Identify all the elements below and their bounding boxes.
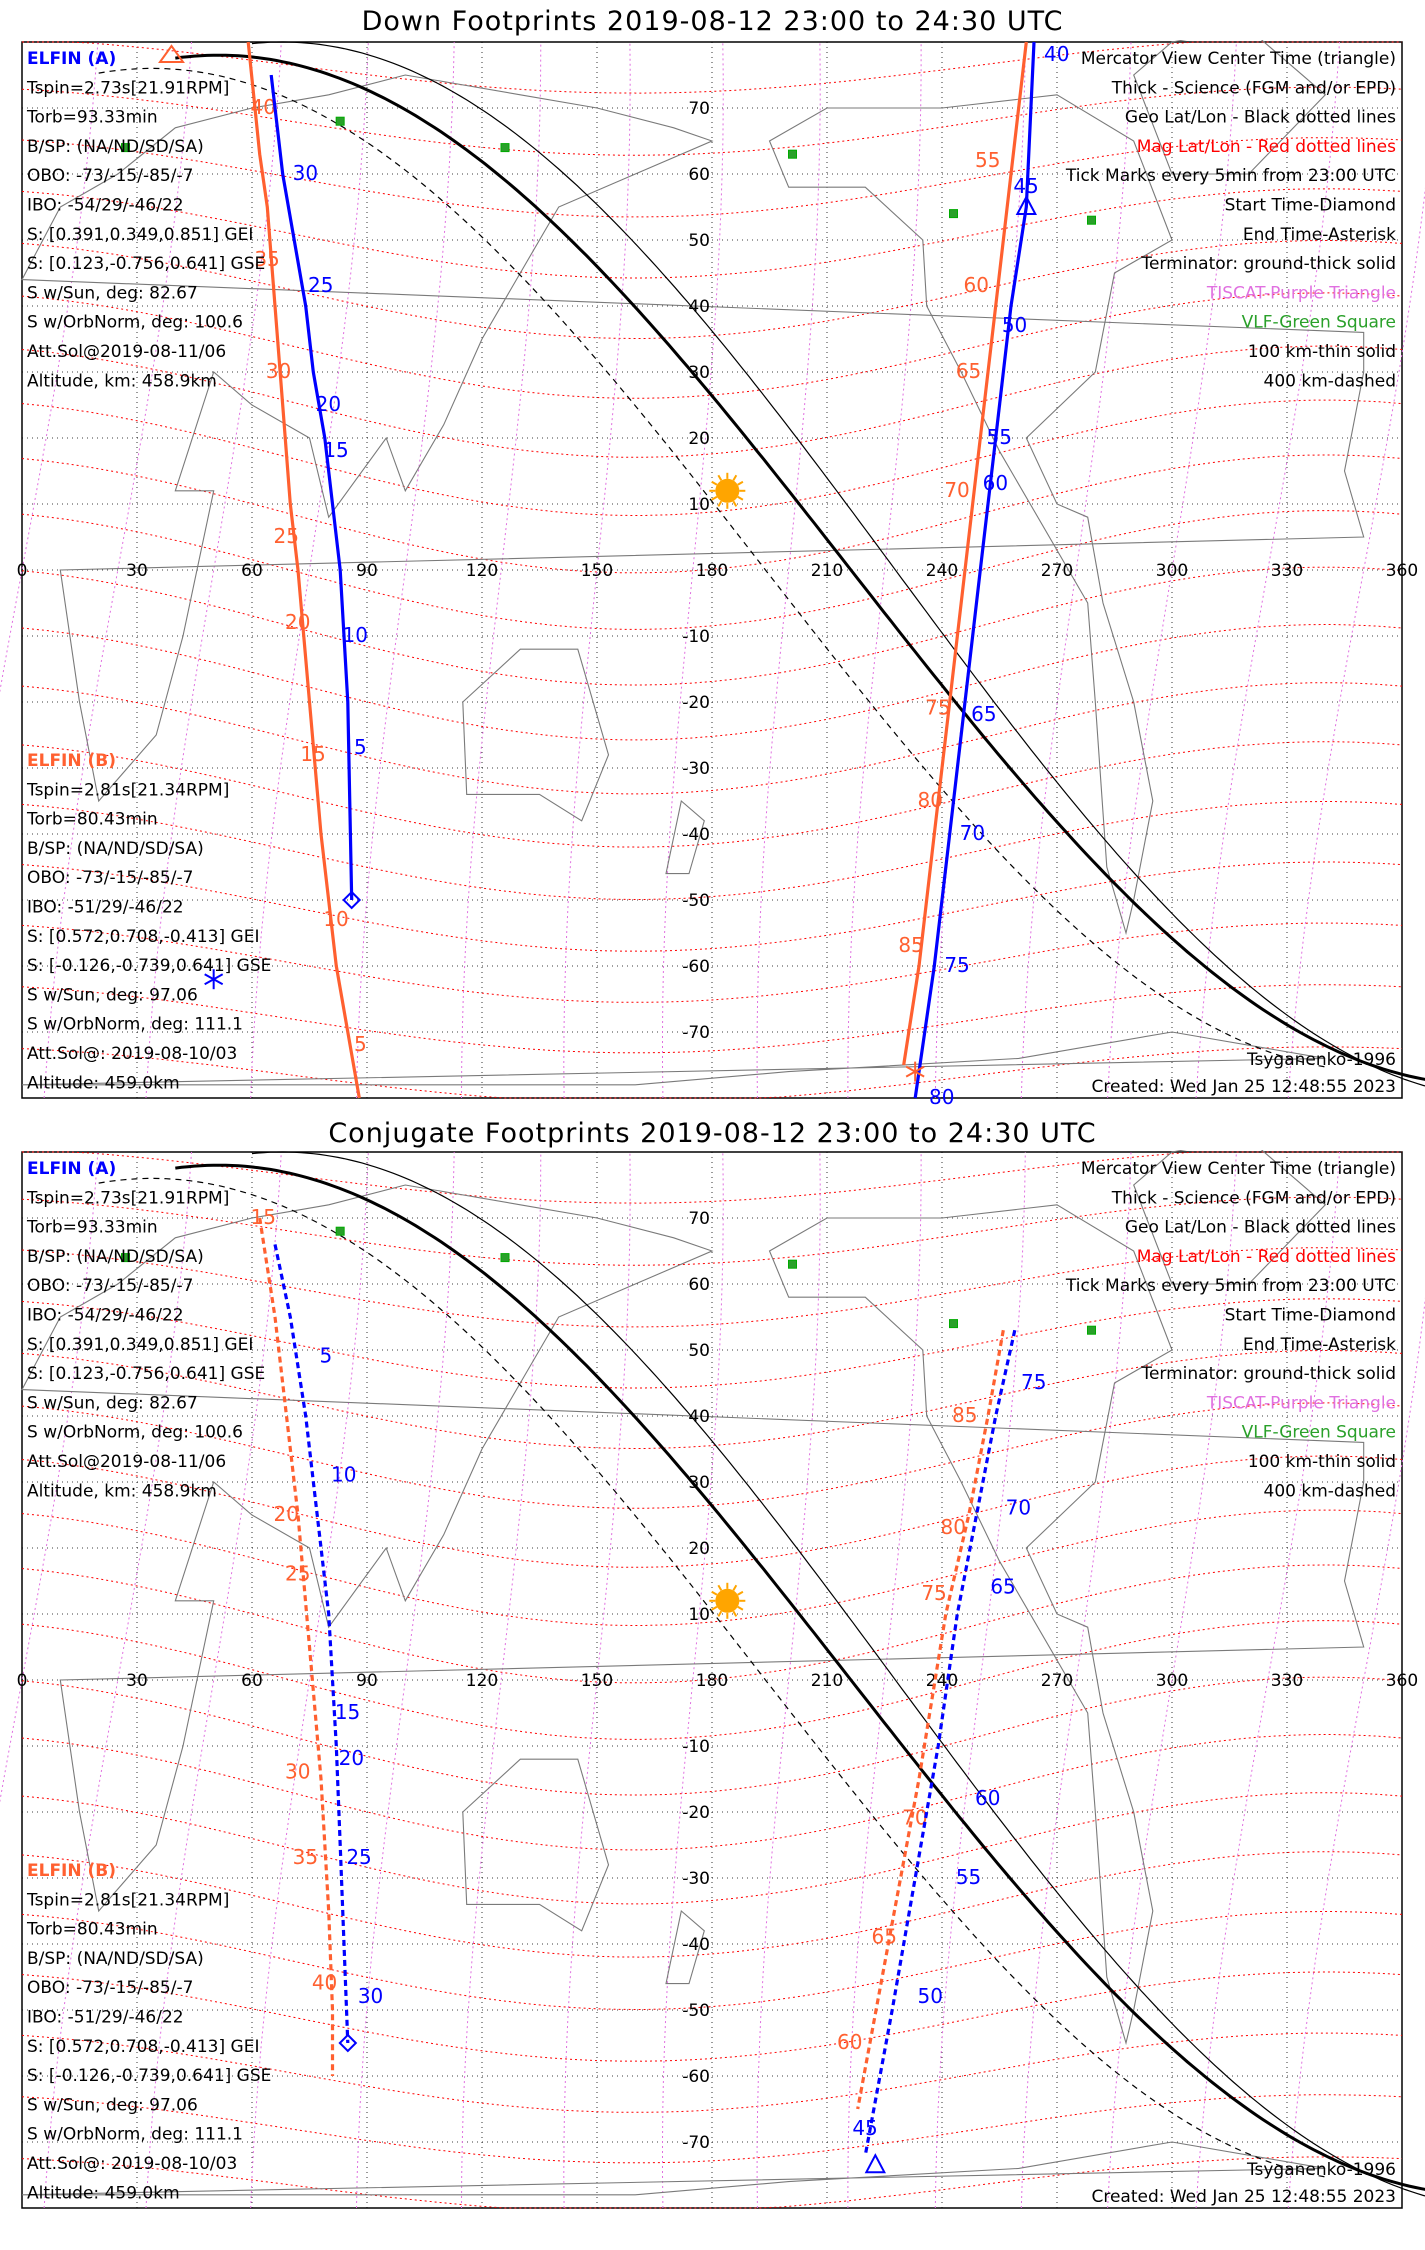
elfin-a-info-line: Altitude, km: 458.9km xyxy=(27,1481,217,1502)
legend-item: End Time-Asterisk xyxy=(1242,1334,1396,1355)
elfin-b-info-line: OBO: -73/-15/-85/-7 xyxy=(27,868,194,889)
legend-item: Tick Marks every 5min from 23:00 UTC xyxy=(1065,166,1396,187)
legend-item: Mercator View Center Time (triangle) xyxy=(1080,49,1396,69)
x-tick-label: 240 xyxy=(925,561,959,581)
elfin-a-track-time-label: 30 xyxy=(357,1983,384,2008)
legend-item: VLF-Green Square xyxy=(1241,1422,1396,1443)
y-tick-label: 30 xyxy=(688,1473,710,1493)
model-name: Tsyganenko-1996 xyxy=(1246,2160,1396,2180)
elfin-b-track-time-label: 85 xyxy=(898,933,924,958)
x-tick-label: 270 xyxy=(1040,561,1074,581)
y-tick-label: 30 xyxy=(688,363,710,383)
x-tick-label: 150 xyxy=(580,561,614,581)
elfin-b-name: ELFIN (B) xyxy=(27,751,117,771)
y-tick-label: 40 xyxy=(688,297,710,317)
elfin-a-info-line: S w/Sun, deg: 82.67 xyxy=(27,1393,198,1414)
conjugate-footprints-plot xyxy=(0,1150,1425,2250)
elfin-a-info-line: S w/OrbNorm, deg: 100.6 xyxy=(27,1422,244,1443)
y-tick-label: -40 xyxy=(682,825,710,845)
elfin-b-info-line: S w/Sun, deg: 97.06 xyxy=(27,985,198,1006)
elfin-b-track-time-label: 20 xyxy=(273,1502,299,1526)
sun-disc xyxy=(715,1589,739,1613)
legend-item: Mag Lat/Lon - Red dotted lines xyxy=(1136,1246,1396,1267)
y-tick-label: 70 xyxy=(688,99,710,119)
elfin-a-info-line: Att.Sol@2019-08-11/06 xyxy=(27,342,227,362)
elfin-b-info-line: Torb=80.43min xyxy=(27,1919,158,1940)
vlf-site-marker xyxy=(336,117,344,125)
sun-disc xyxy=(715,479,739,503)
y-tick-label: -50 xyxy=(682,2001,710,2021)
y-tick-label: 20 xyxy=(688,429,710,449)
elfin-b-info-line: Att.Sol@: 2019-08-10/03 xyxy=(27,2154,238,2174)
vlf-site-marker xyxy=(789,150,797,158)
elfin-a-track-time-label: 25 xyxy=(308,273,334,298)
down-footprints-plot xyxy=(0,40,1425,1140)
legend-item: Terminator: ground-thick solid xyxy=(1141,1364,1396,1385)
vlf-site-marker xyxy=(1088,1326,1096,1334)
elfin-a-info-line: S: [0.123,-0.756,0.641] GSE xyxy=(27,1364,266,1385)
elfin-a-track-time-label: 80 xyxy=(929,1085,955,1109)
elfin-b-track-time-label: 35 xyxy=(292,1845,319,1870)
elfin-b-track-time-label: 25 xyxy=(273,524,299,548)
elfin-b-track-time-label: 80 xyxy=(940,1515,966,1540)
elfin-b-info-line: S: [-0.126,-0.739,0.641] GSE xyxy=(27,956,272,977)
elfin-a-track-time-label: 15 xyxy=(334,1700,361,1724)
elfin-a-track-time-label: 45 xyxy=(1013,174,1039,199)
elfin-a-track-time-label: 70 xyxy=(959,821,986,845)
elfin-b-track-time-label: 40 xyxy=(250,95,276,119)
elfin-b-info-line: S w/Sun, deg: 97.06 xyxy=(27,2095,198,2116)
down-panel-title: Down Footprints 2019-08-12 23:00 to 24:30 UTC xyxy=(361,6,1064,37)
y-tick-label: 50 xyxy=(688,231,710,251)
y-tick-label: 70 xyxy=(688,1209,710,1229)
elfin-a-track-time-label: 20 xyxy=(338,1746,365,1771)
elfin-a-info-line: B/SP: (NA/ND/SD/SA) xyxy=(27,1246,204,1267)
elfin-b-name: ELFIN (B) xyxy=(27,1861,117,1881)
elfin-a-track-time-label: 65 xyxy=(990,1574,1016,1599)
x-tick-label: 90 xyxy=(356,561,378,581)
y-tick-label: -10 xyxy=(682,1737,710,1757)
legend-item: End Time-Asterisk xyxy=(1242,224,1396,245)
y-tick-label: -60 xyxy=(682,957,710,977)
elfin-b-track-time-label: 30 xyxy=(285,1759,311,1784)
legend-item: Thick - Science (FGM and/or EPD) xyxy=(1111,78,1396,99)
elfin-a-track-time-label: 75 xyxy=(944,953,970,977)
y-tick-label: 60 xyxy=(688,1275,710,1295)
elfin-a-track-time-label: 15 xyxy=(323,438,349,463)
elfin-b-info-line: S: [0.572,0.708,-0.413] GEI xyxy=(27,2036,260,2057)
x-tick-label: 180 xyxy=(695,561,729,581)
vlf-site-marker xyxy=(1088,216,1096,224)
elfin-a-track-time-label: 25 xyxy=(346,1845,372,1870)
elfin-b-track-time-label: 60 xyxy=(837,2030,863,2054)
legend-item: Geo Lat/Lon - Black dotted lines xyxy=(1124,1217,1396,1238)
elfin-b-info-line: S w/OrbNorm, deg: 111.1 xyxy=(27,1014,244,1035)
x-tick-label: 120 xyxy=(465,1671,499,1691)
vlf-site-marker xyxy=(501,1254,509,1262)
legend-item: Tick Marks every 5min from 23:00 UTC xyxy=(1065,1276,1396,1297)
elfin-b-info-line: IBO: -51/29/-46/22 xyxy=(27,897,184,918)
y-tick-label: 20 xyxy=(688,1539,710,1559)
elfin-a-track-time-label: 60 xyxy=(982,471,1009,496)
elfin-b-track-time-label: 35 xyxy=(254,246,280,271)
vlf-site-marker xyxy=(501,144,509,152)
x-tick-label: 120 xyxy=(465,561,499,581)
elfin-b-track-time-label: 55 xyxy=(975,147,1001,172)
elfin-a-track-time-label: 45 xyxy=(852,2115,878,2140)
x-tick-label: 270 xyxy=(1040,1671,1074,1691)
elfin-a-info-line: OBO: -73/-15/-85/-7 xyxy=(27,1276,194,1297)
elfin-a-track-time-label: 5 xyxy=(354,735,367,760)
y-tick-label: 50 xyxy=(688,1341,710,1361)
elfin-a-name: ELFIN (A) xyxy=(27,49,117,69)
elfin-a-track-time-label: 5 xyxy=(319,1343,333,1368)
elfin-b-info-line: B/SP: (NA/ND/SD/SA) xyxy=(27,838,204,859)
elfin-a-track-time-label: 40 xyxy=(1044,42,1070,67)
elfin-b-track-time-label: 75 xyxy=(921,1581,947,1606)
legend-item: Start Time-Diamond xyxy=(1224,195,1396,216)
elfin-b-info-line: Altitude: 459.0km xyxy=(27,1073,180,1094)
legend-item: Mercator View Center Time (triangle) xyxy=(1080,1159,1396,1179)
vlf-site-marker xyxy=(950,210,958,218)
elfin-b-track-time-label: 85 xyxy=(952,1403,978,1427)
y-tick-label: -60 xyxy=(682,2067,710,2087)
x-tick-label: 360 xyxy=(1385,561,1419,581)
elfin-b-track-time-label: 25 xyxy=(285,1561,311,1586)
elfin-a-info-line: Att.Sol@2019-08-11/06 xyxy=(27,1452,227,1472)
x-tick-label: 180 xyxy=(695,1671,729,1691)
elfin-b-info-line: S: [-0.126,-0.739,0.641] GSE xyxy=(27,2066,272,2087)
conjugate-panel-title: Conjugate Footprints 2019-08-12 23:00 to 24:30 UTC xyxy=(328,1118,1097,1149)
elfin-a-track-time-label: 70 xyxy=(1005,1495,1032,1520)
elfin-b-track-time-label: 75 xyxy=(925,695,951,720)
x-tick-label: 30 xyxy=(126,1671,148,1691)
elfin-b-info-line: Tspin=2.81s[21.34RPM] xyxy=(27,780,230,801)
x-tick-label: 360 xyxy=(1385,1671,1419,1691)
elfin-b-info-line: OBO: -73/-15/-85/-7 xyxy=(27,1978,194,1999)
x-tick-label: 60 xyxy=(241,561,263,581)
elfin-a-track-time-label: 50 xyxy=(1001,312,1028,337)
elfin-a-track-time-label: 55 xyxy=(986,425,1012,449)
y-tick-label: -30 xyxy=(682,1869,710,1889)
y-tick-label: -10 xyxy=(682,627,710,647)
elfin-a-info-line: B/SP: (NA/ND/SD/SA) xyxy=(27,136,204,157)
elfin-b-track-time-label: 15 xyxy=(300,741,326,766)
y-tick-label: 10 xyxy=(688,1605,710,1625)
legend-item: TISCAT-Purple Triangle xyxy=(1206,1393,1396,1414)
elfin-a-track-time-label: 50 xyxy=(917,1983,943,2008)
vlf-site-marker xyxy=(950,1320,958,1328)
x-tick-label: 330 xyxy=(1270,561,1304,581)
x-tick-label: 210 xyxy=(810,561,844,581)
created-timestamp: Created: Wed Jan 25 12:48:55 2023 xyxy=(1091,1077,1396,1097)
legend-item: VLF-Green Square xyxy=(1241,312,1396,333)
elfin-a-info-line: S w/OrbNorm, deg: 100.6 xyxy=(27,312,244,333)
elfin-a-track-time-label: 55 xyxy=(955,1865,982,1889)
elfin-b-track-time-label: 15 xyxy=(250,1205,276,1229)
y-tick-label: -20 xyxy=(682,1803,710,1823)
legend-item: 100 km-thin solid xyxy=(1247,342,1396,362)
elfin-a-info-line: S w/Sun, deg: 82.67 xyxy=(27,283,198,304)
elfin-a-info-line: S: [0.123,-0.756,0.641] GSE xyxy=(27,254,266,275)
x-tick-label: 300 xyxy=(1155,1671,1189,1691)
elfin-b-info-line: Altitude: 459.0km xyxy=(27,2183,180,2204)
elfin-a-info-line: S: [0.391,0.349,0.851] GEI xyxy=(27,1334,254,1355)
elfin-b-info-line: IBO: -51/29/-46/22 xyxy=(27,2007,184,2028)
elfin-a-track-time-label: 20 xyxy=(315,392,342,416)
y-tick-label: 40 xyxy=(688,1407,710,1427)
x-tick-label: 0 xyxy=(16,561,28,581)
x-tick-label: 90 xyxy=(356,1671,378,1691)
legend-item: Geo Lat/Lon - Black dotted lines xyxy=(1124,107,1396,128)
x-tick-label: 240 xyxy=(925,1671,959,1691)
x-tick-label: 210 xyxy=(810,1671,844,1691)
legend-item: Thick - Science (FGM and/or EPD) xyxy=(1111,1188,1396,1209)
elfin-b-info-line: Torb=80.43min xyxy=(27,809,158,830)
y-tick-label: -20 xyxy=(682,693,710,713)
elfin-b-track-time-label: 80 xyxy=(917,788,943,812)
y-tick-label: -50 xyxy=(682,891,710,911)
elfin-b-track-time-label: 30 xyxy=(265,359,292,383)
elfin-b-track-time-label: 65 xyxy=(871,1924,897,1949)
elfin-b-track-time-label: 20 xyxy=(285,609,311,634)
elfin-a-info-line: IBO: -54/29/-46/22 xyxy=(27,1305,184,1326)
legend-item: 100 km-thin solid xyxy=(1247,1452,1396,1472)
elfin-a-info-line: Torb=93.33min xyxy=(27,107,158,128)
elfin-a-info-line: IBO: -54/29/-46/22 xyxy=(27,195,184,216)
vlf-site-marker xyxy=(789,1260,797,1268)
elfin-a-info-line: S: [0.391,0.349,0.851] GEI xyxy=(27,224,254,245)
x-tick-label: 30 xyxy=(126,561,148,581)
legend-item: 400 km-dashed xyxy=(1263,371,1396,392)
elfin-a-track-time-label: 75 xyxy=(1021,1370,1047,1394)
elfin-b-track-time-label: 5 xyxy=(354,1032,367,1057)
elfin-a-info-line: Torb=93.33min xyxy=(27,1217,158,1238)
elfin-b-info-line: Tspin=2.81s[21.34RPM] xyxy=(27,1890,230,1911)
elfin-a-track-time-label: 10 xyxy=(342,623,368,647)
legend-item: TISCAT-Purple Triangle xyxy=(1206,283,1396,304)
model-name: Tsyganenko-1996 xyxy=(1246,1050,1396,1070)
elfin-a-track-time-label: 65 xyxy=(971,702,997,727)
y-tick-label: 60 xyxy=(688,165,710,185)
elfin-a-track-time-label: 30 xyxy=(292,161,319,185)
elfin-b-track-time-label: 70 xyxy=(902,1805,928,1830)
elfin-b-info-line: S w/OrbNorm, deg: 111.1 xyxy=(27,2124,244,2145)
elfin-b-track-time-label: 40 xyxy=(311,1970,338,1995)
elfin-a-info-line: Altitude, km: 458.9km xyxy=(27,371,217,392)
created-timestamp: Created: Wed Jan 25 12:48:55 2023 xyxy=(1091,2187,1396,2207)
y-tick-label: -70 xyxy=(682,1023,710,1043)
y-tick-label: -40 xyxy=(682,1935,710,1955)
elfin-a-info-line: Tspin=2.73s[21.91RPM] xyxy=(27,1188,230,1209)
elfin-a-track-time-label: 10 xyxy=(331,1462,357,1487)
legend-item: Mag Lat/Lon - Red dotted lines xyxy=(1136,136,1396,157)
vlf-site-marker xyxy=(336,1227,344,1235)
elfin-b-track-time-label: 60 xyxy=(963,273,989,298)
y-tick-label: 10 xyxy=(688,495,710,515)
elfin-b-track-time-label: 10 xyxy=(323,906,349,931)
elfin-b-info-line: B/SP: (NA/ND/SD/SA) xyxy=(27,1948,204,1969)
elfin-b-track-time-label: 70 xyxy=(944,477,970,502)
elfin-b-info-line: S: [0.572,0.708,-0.413] GEI xyxy=(27,926,260,947)
elfin-b-info-line: Att.Sol@: 2019-08-10/03 xyxy=(27,1044,238,1064)
x-tick-label: 330 xyxy=(1270,1671,1304,1691)
x-tick-label: 60 xyxy=(241,1671,263,1691)
y-tick-label: -30 xyxy=(682,759,710,779)
elfin-a-track-time-label: 60 xyxy=(975,1785,1001,1810)
y-tick-label: -70 xyxy=(682,2133,710,2153)
elfin-a-info-line: OBO: -73/-15/-85/-7 xyxy=(27,166,194,187)
elfin-a-name: ELFIN (A) xyxy=(27,1159,117,1179)
legend-item: Terminator: ground-thick solid xyxy=(1141,254,1396,275)
x-tick-label: 300 xyxy=(1155,561,1189,581)
elfin-b-track-time-label: 65 xyxy=(955,359,982,383)
x-tick-label: 150 xyxy=(580,1671,614,1691)
elfin-a-info-line: Tspin=2.73s[21.91RPM] xyxy=(27,78,230,99)
legend-item: 400 km-dashed xyxy=(1263,1481,1396,1502)
x-tick-label: 0 xyxy=(16,1671,28,1691)
legend-item: Start Time-Diamond xyxy=(1224,1305,1396,1326)
